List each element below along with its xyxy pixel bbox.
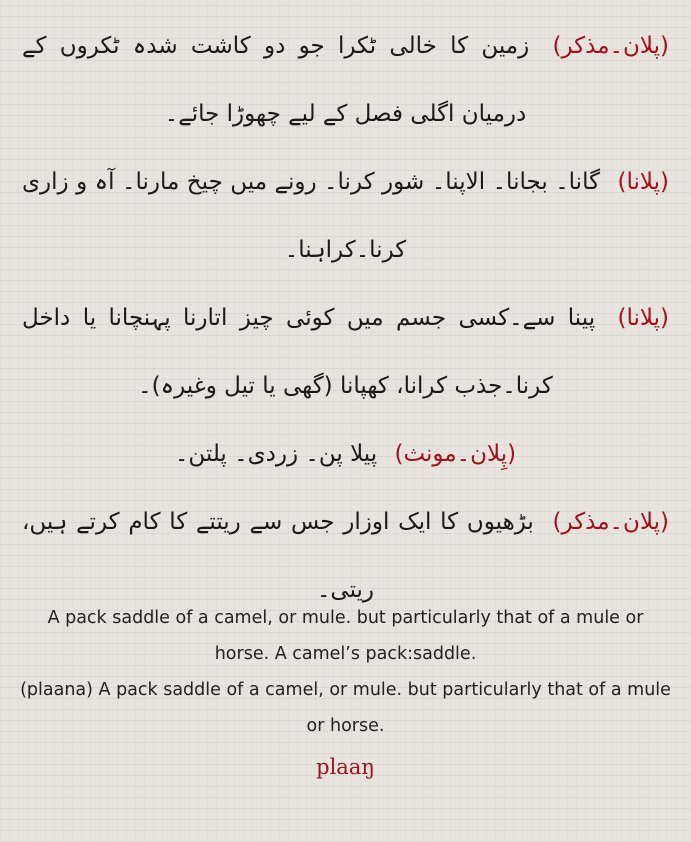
english-line-1: A pack saddle of a camel, or mule. but particularly that of a mule or horse. A camel’s pack:saddle.	[47, 608, 644, 664]
entry-4	[22, 420, 669, 488]
entry-3	[22, 284, 669, 420]
entry-2-lemma: (پلانا)	[617, 169, 670, 195]
entry-1	[22, 12, 669, 148]
transliteration: plaaŋ	[316, 755, 375, 779]
entry-5-definition: بڑھیوں کا ایک اوزار جس سے ریتتے کا کام کرتے ہیں، ریتی۔	[22, 509, 534, 603]
entry-1-definition: زمین کا خالی ٹکرا جو دو کاشت شدہ ٹکروں کے درمیان اگلی فصل کے لیے چھوڑا جائے۔	[22, 33, 530, 127]
entry-3-lemma: (پلانا)	[617, 305, 670, 331]
entry-5-lemma: (پلان۔مذکر)	[552, 509, 670, 535]
entry-4-lemma: (پِلان۔مونث)	[394, 441, 517, 467]
entry-2-definition: گانا۔ بجانا۔ الاپنا۔ شور کرنا۔ رونے میں چیخ مارنا۔ آہ و زاری کرنا۔کراہنا۔	[22, 169, 601, 263]
entry-2	[22, 148, 669, 284]
entry-4-definition: پیلا پن۔ زردی۔ پلتن۔	[174, 441, 378, 467]
english-line-2: (plaana) A pack saddle of a camel, or mule. but particularly that of a mule or horse.	[20, 680, 671, 736]
entry-3-definition: پینا سے۔کسی جسم میں کوئی چیز اتارنا پہنچانا یا داخل کرنا۔جذب کرانا، کھپانا (گھی یا تیل وغیرہ)۔	[22, 305, 596, 399]
english-translation	[0, 600, 691, 744]
urdu-definitions	[0, 12, 691, 624]
entry-1-lemma: (پلان۔مذکر)	[552, 33, 669, 59]
